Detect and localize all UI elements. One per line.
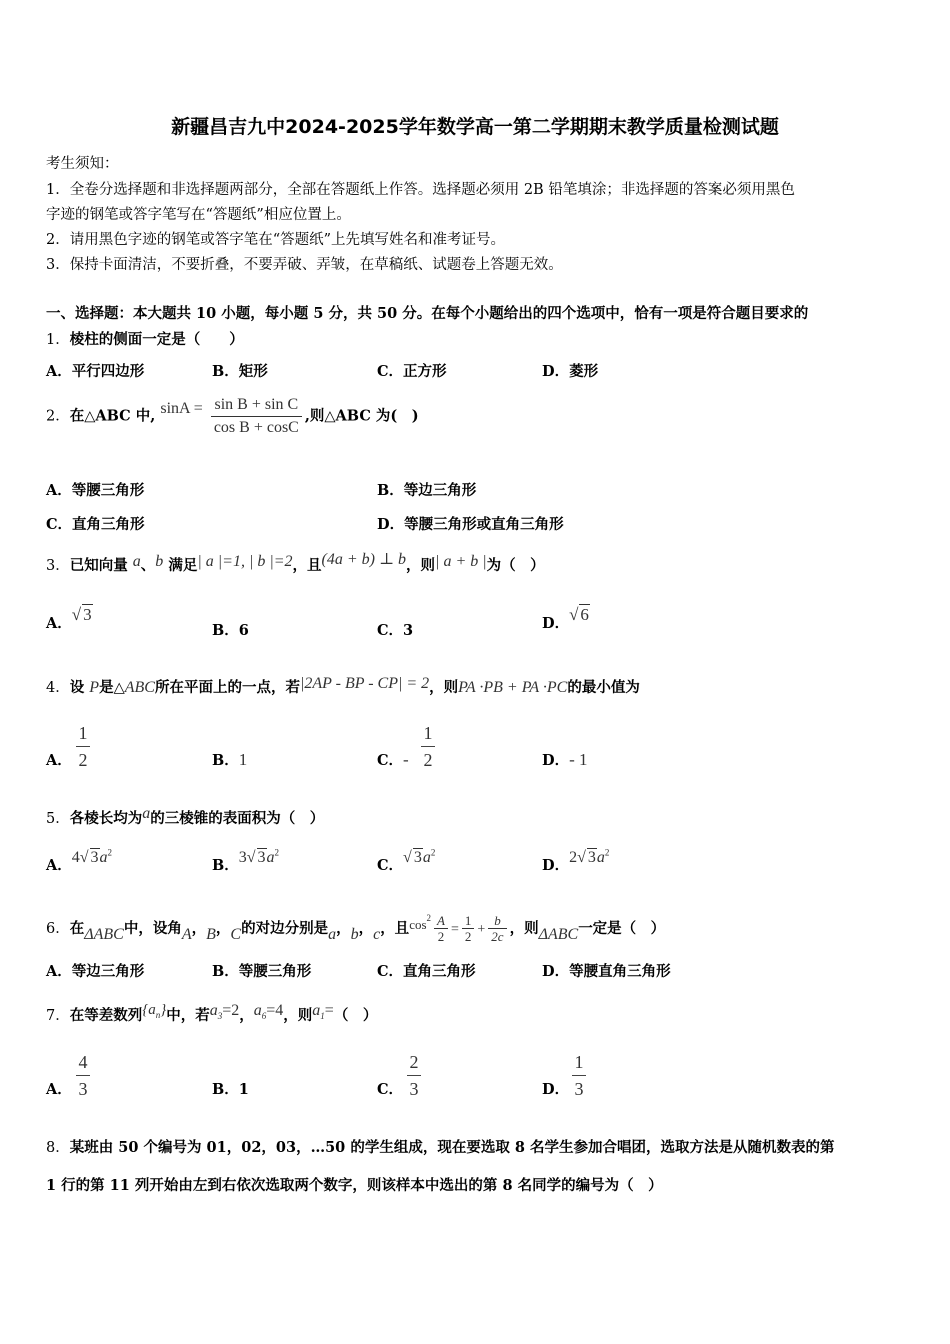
q2-option-d: D．等腰三角形或直角三角形 xyxy=(377,516,564,533)
q5-a-root: 3 xyxy=(90,849,99,866)
q4-then: ，则 xyxy=(429,679,459,696)
q7-option-a-label: A． xyxy=(46,1081,72,1098)
q8-number: 8． xyxy=(46,1140,70,1156)
notice-line-2: 2．请用黑色字迹的钢笔或答字笔在“答题纸”上先填写姓名和准考证号。 xyxy=(46,232,506,248)
q4-d-label: D． xyxy=(542,752,570,769)
question-7: 7．在等差数列$\{a_n\}$中，若$a_3=2$，$a_6=4$，则$a_1=$（ ） xyxy=(46,1002,378,1024)
q7-seq-sub: n xyxy=(155,1010,161,1020)
q7-mid: 中，若 xyxy=(166,1007,210,1024)
q6-frac-b-num: b xyxy=(488,913,506,929)
q7-seq: {a xyxy=(142,1002,156,1018)
q3-vec-a: a xyxy=(132,553,141,570)
q7-d-num: 1 xyxy=(574,1052,584,1072)
q5-d-coef: 2 xyxy=(569,849,578,866)
q5-option-b: B．3√ $3a^2$ xyxy=(212,847,280,874)
q4-point-p: P xyxy=(89,679,100,696)
q7-seq-close: } xyxy=(160,1002,167,1018)
q6-frac-b-den: 2c xyxy=(491,929,504,945)
q5-d-exp: 2 xyxy=(604,847,610,858)
q3-option-d: D．√ 6 xyxy=(542,605,589,632)
question-1 xyxy=(46,328,244,349)
q4-option-c xyxy=(377,749,409,770)
q6-half-num: 1 xyxy=(462,913,475,929)
q1-option-a: A．平行四边形 xyxy=(46,363,145,380)
q2-frac-den: cos B + cosC xyxy=(213,419,299,436)
q2-post: ,则△ABC 为( ) xyxy=(304,407,419,425)
q6-cos: cos xyxy=(409,916,427,932)
q5-b-coef: 3 xyxy=(238,849,247,866)
q6-side-b: b xyxy=(350,925,359,943)
q6-plus: + xyxy=(477,921,486,937)
q6-cos-exp: 2 xyxy=(426,913,432,923)
q5-b-var: a xyxy=(266,849,275,866)
q7-a-den: 3 xyxy=(76,1075,90,1102)
q5-d-var: a xyxy=(596,849,605,866)
q7-d-den: 3 xyxy=(572,1075,586,1102)
q4-number: 4． xyxy=(46,680,70,696)
q6-triangle-2: ΔABC xyxy=(538,925,579,943)
q3-a-value: 3 xyxy=(83,605,92,624)
q3-vec-b: b xyxy=(155,553,164,570)
q5-c-label: C． xyxy=(377,857,404,874)
q3-pre: 已知向量 xyxy=(69,557,128,574)
q4-b-label: B． xyxy=(212,752,239,769)
q5-b-label: B． xyxy=(212,857,239,874)
q4-a-den: 2 xyxy=(76,746,90,773)
q2-option-a: A．等腰三角形 xyxy=(46,482,145,499)
q3-a-label: A． xyxy=(46,615,72,632)
q2-frac-num: sin B + sin C xyxy=(211,394,302,417)
q4-option-a-fraction xyxy=(76,720,90,773)
q4-a-num: 1 xyxy=(78,723,88,743)
q5-option-a: A．4√ $3a^2$ xyxy=(46,847,113,874)
q4-c-label: C． xyxy=(377,752,404,769)
q6-pre: 在 xyxy=(69,919,85,937)
q6-mid: 中，设角 xyxy=(123,919,182,937)
q5-number: 5． xyxy=(46,811,70,827)
q6-mid2: 的对边分别是 xyxy=(241,919,329,937)
q7-c2-sub: 6 xyxy=(261,1011,267,1022)
q6-half-den: 2 xyxy=(464,929,472,945)
q1-option-d: D．菱形 xyxy=(542,363,599,380)
question-8 xyxy=(46,1136,835,1157)
q6-frac-a xyxy=(434,913,448,944)
q6-angle-b: B xyxy=(206,925,216,943)
q4-c-num: 1 xyxy=(423,723,433,743)
q7-query-eq: = xyxy=(324,1002,334,1019)
q4-pre: 设 xyxy=(69,679,85,696)
page-title: 新疆昌吉九中2024-2025学年数学高一第二学期期末教学质量检测试题 xyxy=(171,116,779,138)
q5-d-label: D． xyxy=(542,857,570,874)
q5-b-root: 3 xyxy=(257,849,266,866)
q4-mid: 所在平面上的一点，若 xyxy=(154,679,300,696)
q6-frac-half xyxy=(462,913,475,944)
q6-number: 6． xyxy=(46,920,70,937)
q5-c-root: 3 xyxy=(413,849,422,866)
q4-d-value: - 1 xyxy=(569,750,588,769)
q4-c-sign: - xyxy=(403,750,409,769)
q4-post: 的最小值为 xyxy=(567,679,640,696)
question-6: 6．在ΔABC中，设角A，B，C的对边分别是a，b，c，且$\cos^2$ $\frac{A}{2}$ = $\frac{1}{2}$ + $\frac{b}{2c}$ ，则ΔABC一定是（ ） xyxy=(46,913,666,945)
q7-c1-val: =2 xyxy=(222,1002,240,1019)
q1-option-c: C．正方形 xyxy=(377,363,447,380)
q6-triangle: ΔABC xyxy=(84,925,124,943)
q3-and: ，且 xyxy=(292,557,322,574)
q2-option-b: B．等边三角形 xyxy=(377,482,477,499)
q3-expression: | a + b | xyxy=(435,553,487,570)
q6-side-a: a xyxy=(328,925,337,943)
question-3 xyxy=(46,551,545,575)
q4-option-c-fraction xyxy=(421,720,435,773)
question-5 xyxy=(46,807,324,828)
q2-lhs: sinA = xyxy=(160,399,203,417)
q7-c1-sub: 3 xyxy=(217,1011,223,1022)
q3-post: 为（ ） xyxy=(486,557,545,574)
q7-c2: a xyxy=(253,1002,262,1019)
q5-a-exp: 2 xyxy=(107,847,113,858)
q6-option-d: D．等腰直角三角形 xyxy=(542,963,671,980)
question-2 xyxy=(46,394,419,439)
q5-edge-a: a xyxy=(142,805,151,822)
q4-option-d xyxy=(542,749,588,770)
q7-c-num: 2 xyxy=(409,1052,419,1072)
q6-then: ，则 xyxy=(509,919,539,937)
q3-option-c: C．3 xyxy=(377,622,414,639)
q7-pre: 在等差数列 xyxy=(69,1007,143,1024)
q3-number: 3． xyxy=(46,558,70,574)
q5-b-exp: 2 xyxy=(274,847,280,858)
q2-option-c: C．直角三角形 xyxy=(46,516,145,533)
q3-d-value: 6 xyxy=(580,605,589,624)
q4-b-value: 1 xyxy=(238,750,248,769)
q5-c-var: a xyxy=(422,849,431,866)
q4-expression: PA ·PB + PA ·PC xyxy=(458,679,568,696)
q6-frac-b xyxy=(488,913,506,944)
q3-mid: 满足 xyxy=(168,557,198,574)
notice-line-1a: 1．全卷分选择题和非选择题两部分，全部在答题纸上作答。选择题必须用 2B 铅笔填涂；非选择题的答案必须用黑色 xyxy=(46,182,795,198)
q2-fraction xyxy=(211,394,302,439)
q1-number: 1． xyxy=(46,332,70,348)
q6-and: ，且 xyxy=(380,919,410,937)
q4-is: 是△ xyxy=(99,679,125,696)
q3-option-b: B．6 xyxy=(212,622,249,639)
q7-option-d-label: D． xyxy=(542,1081,570,1098)
q3-perpendicular: (4a + b) ⊥ b xyxy=(321,551,407,568)
notice-line-1b: 字迹的钢笔或答字笔写在“答题纸”相应位置上。 xyxy=(46,207,351,223)
q5-option-c: C．√ $3a^2$ xyxy=(377,847,436,874)
q7-option-b: B．1 xyxy=(212,1081,249,1098)
q6-option-c: C．直角三角形 xyxy=(377,963,476,980)
q5-a-var: a xyxy=(99,849,108,866)
q7-option-c-fraction xyxy=(407,1049,421,1102)
q3-option-a: A．√ 3 xyxy=(46,605,92,632)
q1-option-b: B．矩形 xyxy=(212,363,268,380)
q1-text: 棱柱的侧面一定是（ ） xyxy=(69,331,244,348)
q5-c-exp: 2 xyxy=(430,847,436,858)
q7-post: （ ） xyxy=(333,1007,378,1024)
q3-sep: 、 xyxy=(140,557,156,574)
q7-option-d-fraction xyxy=(572,1049,586,1102)
q7-query-sub: 1 xyxy=(320,1011,325,1022)
q5-post: 的三棱锥的表面积为（ ） xyxy=(150,810,325,827)
q4-option-a-label: A． xyxy=(46,752,72,769)
q7-c2-val: =4 xyxy=(266,1002,284,1019)
q6-eq: = xyxy=(450,921,459,937)
q5-a-label: A． xyxy=(46,857,72,874)
q7-then: ，则 xyxy=(283,1007,313,1024)
q7-c-den: 3 xyxy=(407,1075,421,1102)
q7-a-num: 4 xyxy=(78,1052,88,1072)
notice-heading: 考生须知： xyxy=(46,156,119,172)
q5-option-d: D．2√ $3a^2$ xyxy=(542,847,610,874)
q7-option-a-fraction xyxy=(76,1049,90,1102)
q8-line-1: 某班由 50 个编号为 01，02，03，…50 的学生组成，现在要选取 8 名学生参加合唱团，选取方法是从随机数表的第 xyxy=(69,1139,835,1156)
q3-condition: | a |=1, | b |=2 xyxy=(197,553,293,570)
q6-frac-a-num: A xyxy=(434,913,448,929)
q6-post: 一定是（ ） xyxy=(578,919,666,937)
q6-side-c: c xyxy=(373,925,381,943)
section-heading: 一、选择题：本大题共 10 小题，每小题 5 分，共 50 分。在每个小题给出的四个选项中，恰有一项是符合题目要求的 xyxy=(46,305,809,322)
q7-number: 7． xyxy=(46,1008,70,1024)
q5-pre: 各棱长均为 xyxy=(69,810,143,827)
q4-option-b xyxy=(212,749,247,770)
q7-c1: a xyxy=(209,1002,218,1019)
q3-d-label: D． xyxy=(542,615,570,632)
notice-line-3: 3．保持卡面清洁，不要折叠，不要弄破、弄皱，在草稿纸、试题卷上答题无效。 xyxy=(46,257,563,273)
q6-option-b: B．等腰三角形 xyxy=(212,963,312,980)
q7-option-c-label: C． xyxy=(377,1081,404,1098)
q5-d-root: 3 xyxy=(587,849,596,866)
q7-query: a xyxy=(312,1002,321,1019)
q8-line-2: 1 行的第 11 列开始由左到右依次选取两个数字，则该样本中选出的第 8 名同学的编号为（ ） xyxy=(46,1177,663,1194)
q4-c-den: 2 xyxy=(421,746,435,773)
q6-frac-a-den: 2 xyxy=(437,929,445,945)
question-4 xyxy=(46,676,640,697)
q2-pre: 在△ABC 中, xyxy=(69,407,156,425)
q6-angle-c: C xyxy=(230,925,242,943)
q4-triangle: ABC xyxy=(124,679,155,696)
q5-a-coef: 4 xyxy=(71,849,80,866)
q6-angle-a: A xyxy=(181,925,192,943)
q6-option-a: A．等边三角形 xyxy=(46,963,145,980)
q2-number: 2． xyxy=(46,408,70,425)
q4-condition: |2AP - BP - CP| = 2 xyxy=(299,675,430,692)
q3-then: ，则 xyxy=(406,557,436,574)
